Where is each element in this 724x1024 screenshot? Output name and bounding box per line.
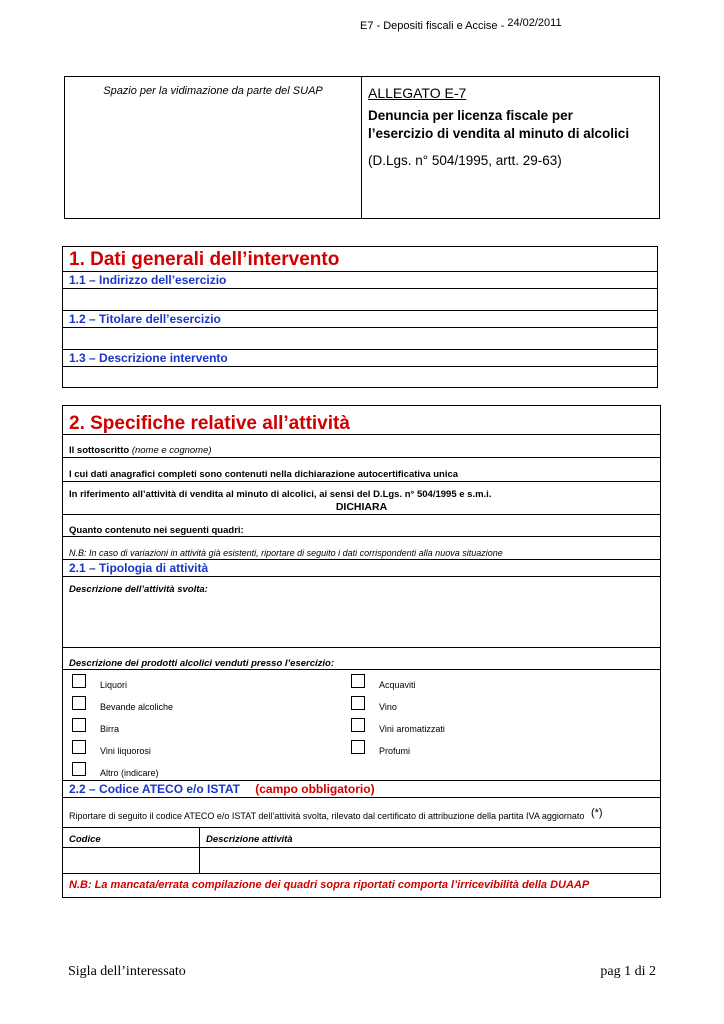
dati-anagrafici-row: I cui dati anagrafici completi sono contenuti nella dichiarazione autocertificativa unica (63, 458, 660, 482)
denuncia-line2: l’esercizio di vendita al minuto di alcolici (368, 126, 630, 141)
checkbox-icon[interactable] (72, 718, 86, 732)
header-text: E7 - Depositi fiscali e Accise - (360, 20, 505, 32)
page-header (360, 17, 562, 32)
descr-prodotti-label: Descrizione dei prodotti alcolici venduti presso l’esercizio: (63, 648, 660, 670)
section-1-title: 1. Dati generali dell’intervento (63, 247, 657, 272)
product-option[interactable]: Altro (indicare) (63, 758, 342, 780)
footer-sigla: Sigla dell’interessato (68, 964, 186, 979)
nb-variazioni-row: N.B: In caso di variazioni in attività già esistenti, riportare di seguito i dati corrispondenti alla nuova situazione (63, 537, 660, 560)
product-option[interactable]: Bevande alcoliche (63, 692, 342, 714)
indirizzo-field[interactable] (63, 289, 657, 311)
product-option[interactable]: Liquori (63, 670, 342, 692)
col-header-descrizione: Descrizione attività (200, 828, 660, 848)
product-option[interactable]: Profumi (342, 736, 660, 758)
nb-final-note: N.B: La mancata/errata compilazione dei quadri sopra riportati comporta l’irricevibilità della DUAAP (69, 879, 590, 891)
checkbox-icon[interactable] (72, 762, 86, 776)
descr-attivita-field[interactable] (63, 596, 660, 648)
products-right-column (342, 670, 660, 780)
ateco-instructions-text: Riportare di seguito il codice ATECO e/o ISTAT dell’attività svolta, rilevato dal certificato di attribuzione della partita IVA aggiornato (69, 811, 585, 821)
denuncia-title (368, 107, 653, 143)
subsection-1-3-title: 1.3 – Descrizione intervento (63, 350, 657, 367)
sottoscritto-label: Il sottoscritto (69, 445, 130, 456)
ateco-asterisk: (*) (590, 807, 603, 819)
codice-field[interactable] (63, 848, 200, 874)
checkbox-icon[interactable] (72, 674, 86, 688)
checkbox-icon[interactable] (351, 696, 365, 710)
col-header-codice: Codice (63, 828, 200, 848)
product-option[interactable]: Vini liquorosi (63, 736, 342, 758)
ateco-required-note: (campo obbligatorio) (255, 782, 375, 796)
allegato-box (64, 76, 660, 219)
riferimento-row: In riferimento all’attività di vendita al minuto di alcolici, ai sensi del D.Lgs. n° 504/1995 e s.m.i. (69, 489, 492, 500)
subsection-2-1-title: 2.1 – Tipologia di attività (63, 560, 660, 577)
subsection-1-1-title: 1.1 – Indirizzo dell’esercizio (63, 272, 657, 289)
descrizione-attivita-field[interactable] (200, 848, 660, 874)
header-date: 24/02/2011 (507, 17, 562, 29)
subsection-1-2-title: 1.2 – Titolare dell’esercizio (63, 311, 657, 328)
section-1 (62, 246, 658, 388)
subsection-2-2-title (63, 781, 660, 798)
products-checklist (63, 670, 660, 781)
vidimazione-label: Spazio per la vidimazione da parte del SUAP (103, 85, 323, 97)
quanto-row: Quanto contenuto nei seguenti quadri: (63, 515, 660, 537)
dichiara-heading: DICHIARA (63, 501, 660, 515)
ateco-title: 2.2 – Codice ATECO e/o ISTAT (69, 782, 240, 796)
ateco-instructions (63, 798, 660, 828)
law-reference: (D.Lgs. n° 504/1995, artt. 29-63) (368, 153, 562, 168)
product-option[interactable]: Birra (63, 714, 342, 736)
checkbox-icon[interactable] (351, 740, 365, 754)
ateco-table (63, 828, 660, 874)
allegato-info (362, 77, 659, 218)
section-2 (62, 405, 661, 898)
sottoscritto-note: (nome e cognome) (131, 445, 212, 456)
section-2-title: 2. Specifiche relative all’attività (63, 406, 660, 435)
checkbox-icon[interactable] (72, 740, 86, 754)
descrizione-intervento-field[interactable] (63, 367, 657, 387)
page-number: pag 1 di 2 (600, 964, 656, 979)
descr-attivita-label: Descrizione dell’attività svolta: (69, 584, 208, 595)
checkbox-icon[interactable] (351, 674, 365, 688)
product-option[interactable]: Acquaviti (342, 670, 660, 692)
vidimazione-space (65, 77, 362, 218)
allegato-title: ALLEGATO E-7 (368, 85, 467, 101)
sottoscritto-field[interactable] (63, 435, 660, 458)
product-option[interactable]: Vini aromatizzati (342, 714, 660, 736)
denuncia-line1: Denuncia per licenza fiscale per (368, 108, 573, 123)
titolare-field[interactable] (63, 328, 657, 350)
products-left-column (63, 670, 342, 780)
product-option[interactable]: Vino (342, 692, 660, 714)
checkbox-icon[interactable] (351, 718, 365, 732)
checkbox-icon[interactable] (72, 696, 86, 710)
